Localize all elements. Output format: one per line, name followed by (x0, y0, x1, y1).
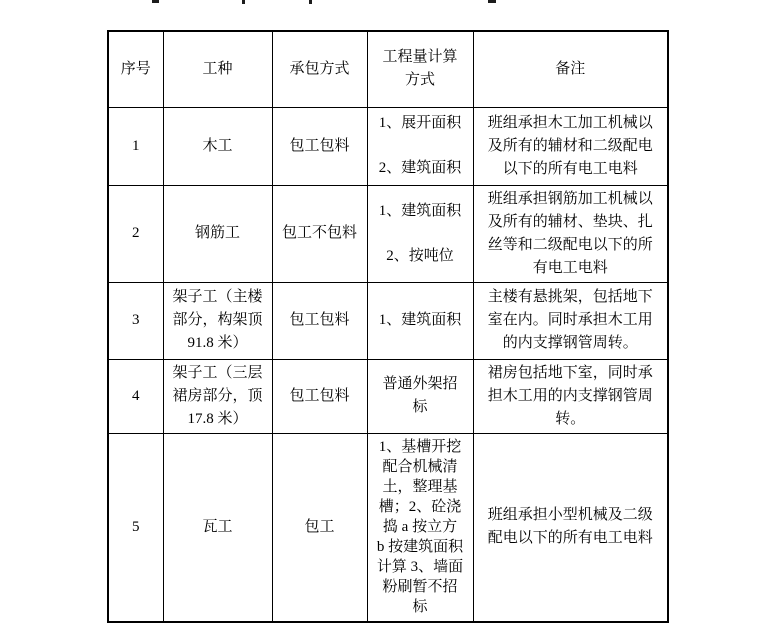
cropped-text-fragment (242, 0, 245, 4)
cropped-text-fragment (152, 0, 159, 3)
cell-method: 包工包料 (272, 107, 367, 185)
cell-no: 4 (108, 359, 163, 433)
header-cell-calc: 工程量计算 方式 (367, 31, 473, 107)
header-cell-trade: 工种 (163, 31, 272, 107)
table-row (108, 433, 668, 622)
table-row (108, 107, 668, 185)
cell-trade: 架子工（三层 裙房部分，顶 17.8 米） (163, 359, 272, 433)
cell-note: 班组承担木工加工机械以 及所有的辅材和二级配电 以下的所有电工电料 (473, 107, 668, 185)
header-cell-no: 序号 (108, 31, 163, 107)
table-row (108, 359, 668, 433)
cell-calc: 普通外架招 标 (367, 359, 473, 433)
contract-table (107, 30, 669, 623)
cell-no: 5 (108, 433, 163, 622)
cell-calc: 1、建筑面积 2、按吨位 (367, 185, 473, 282)
cell-trade: 架子工（主楼 部分，构架顶 91.8 米） (163, 282, 272, 359)
cell-calc: 1、建筑面积 (367, 282, 473, 359)
cell-method: 包工不包料 (272, 185, 367, 282)
header-cell-note: 备注 (473, 31, 668, 107)
table-row (108, 185, 668, 282)
cell-note: 裙房包括地下室，同时承 担木工用的内支撑钢管周 转。 (473, 359, 668, 433)
cell-trade: 木工 (163, 107, 272, 185)
cell-note: 班组承担钢筋加工机械以 及所有的辅材、垫块、扎 丝等和二级配电以下的所 有电工电料 (473, 185, 668, 282)
cell-method: 包工包料 (272, 359, 367, 433)
table-header-row (108, 31, 668, 107)
cell-note: 主楼有悬挑架，包括地下 室在内。同时承担木工用 的内支撑钢管周转。 (473, 282, 668, 359)
cropped-text-fragment (488, 0, 496, 3)
header-cell-method: 承包方式 (272, 31, 367, 107)
cell-trade: 瓦工 (163, 433, 272, 622)
table-row (108, 282, 668, 359)
cell-calc: 1、基槽开挖 配合机械清 土，整理基 槽；2、砼浇 捣 a 按立方 b 按建筑面积 计算 3、墙面 粉刷暂不招 标 (367, 433, 473, 622)
cell-no: 3 (108, 282, 163, 359)
cropped-text-fragment (309, 0, 312, 4)
cell-method: 包工 (272, 433, 367, 622)
cell-method: 包工包料 (272, 282, 367, 359)
cell-note: 班组承担小型机械及二级 配电以下的所有电工电料 (473, 433, 668, 622)
cell-calc: 1、展开面积 2、建筑面积 (367, 107, 473, 185)
cell-trade: 钢筋工 (163, 185, 272, 282)
cell-no: 2 (108, 185, 163, 282)
cell-no: 1 (108, 107, 163, 185)
